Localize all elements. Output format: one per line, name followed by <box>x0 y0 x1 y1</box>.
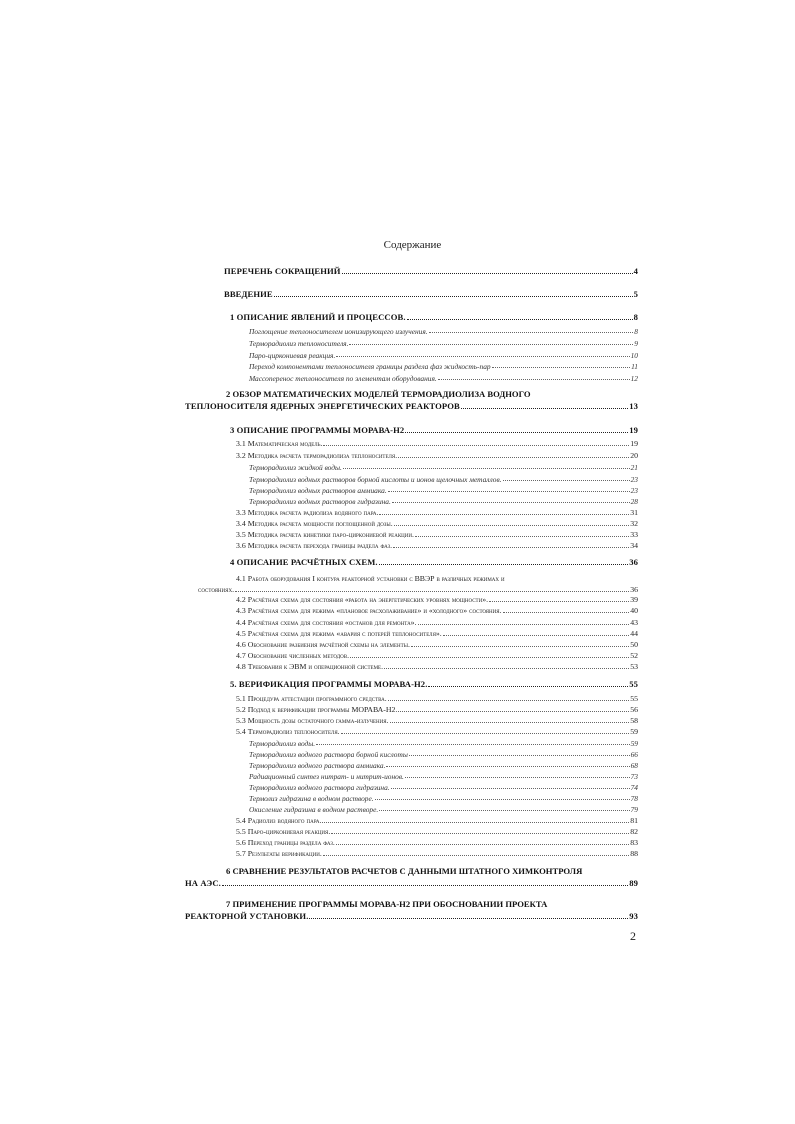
toc-entry[interactable] <box>185 402 638 411</box>
toc-entry-page: 34 <box>630 541 638 550</box>
toc-entry-text: 4.3 Расчётная схема для режима «плановое расхолаживание» и «холодного» состояния. <box>236 606 502 615</box>
toc-entry-text: ТЕПЛОНОСИТЕЛЯ ЯДЕРНЫХ ЭНЕРГЕТИЧЕСКИХ РЕАКТОРОВ <box>185 401 460 411</box>
toc-entry-text-line1[interactable]: 4.1 Работа оборудования I контура реакторной установки с ВВЭР в различных режимах и <box>236 574 505 583</box>
dot-leader <box>274 296 633 297</box>
toc-entry[interactable] <box>249 784 638 791</box>
toc-entry-page: 81 <box>630 816 638 825</box>
toc-entry-page: 89 <box>629 878 638 888</box>
toc-entry-text: 4.4 Расчётная схема для состояния «останов для ремонта». <box>236 618 417 627</box>
toc-entry[interactable] <box>230 680 638 689</box>
dot-leader <box>350 657 629 658</box>
dot-leader <box>222 885 628 886</box>
toc-entry[interactable] <box>236 695 638 703</box>
toc-entry-text: 4.7 Обоснование численных методов. <box>236 651 350 660</box>
toc-entry-page: 19 <box>629 425 638 435</box>
toc-entry-page: 39 <box>630 595 638 604</box>
toc-entry-page: 36 <box>629 557 638 567</box>
dot-leader <box>379 514 629 515</box>
toc-entry-page: 11 <box>631 362 638 371</box>
toc-entry-page: 66 <box>630 750 638 759</box>
toc-entry-page: 93 <box>629 911 638 921</box>
toc-entry[interactable] <box>249 363 638 370</box>
toc-entry-text: НА АЭС. <box>185 878 221 888</box>
toc-entry-text: Радиационный синтез нитрат- и нитрит-ионов. <box>249 772 404 781</box>
dot-leader <box>409 755 630 756</box>
toc-title: Содержание <box>383 239 442 251</box>
toc-entry-page: 58 <box>630 716 638 725</box>
toc-entry[interactable] <box>236 652 638 660</box>
toc-entry-text: ПЕРЕЧЕНЬ СОКРАЩЕНИЙ <box>224 266 341 276</box>
toc-entry[interactable] <box>236 717 638 725</box>
toc-entry-page: 56 <box>630 705 638 714</box>
toc-entry-page: 73 <box>630 772 638 781</box>
toc-entry[interactable] <box>230 313 638 322</box>
page-number: 2 <box>630 929 636 943</box>
dot-leader <box>443 635 629 636</box>
dot-leader <box>336 844 629 845</box>
toc-entry-page: 20 <box>630 451 638 460</box>
toc-entry[interactable] <box>198 586 638 594</box>
toc-entry-text: 5.2 Подход к верификации программы МОРАВА-Н2. <box>236 705 398 714</box>
dot-leader <box>235 591 629 592</box>
toc-entry-page: 8 <box>634 327 638 336</box>
dot-leader <box>411 646 629 647</box>
dot-leader <box>322 822 629 823</box>
toc-entry[interactable] <box>230 558 638 567</box>
toc-entry-text: Массоперенос теплоносителя по элементам оборудования. <box>249 374 437 383</box>
toc-entry-page: 36 <box>630 585 638 594</box>
toc-entry-text: Терморадиолиз водных растворов аммиака. <box>249 486 387 495</box>
dot-leader <box>331 833 629 834</box>
toc-entry[interactable] <box>236 596 638 604</box>
toc-entry-text: РЕАКТОРНОЙ УСТАНОВКИ. <box>185 911 309 921</box>
toc-entry[interactable] <box>236 520 638 528</box>
dot-leader <box>323 445 629 446</box>
toc-entry-text: 3.5 Методика расчета кинетики паро-циркониевой реакции. <box>236 530 414 539</box>
toc-entry-page: 40 <box>630 606 638 615</box>
toc-entry-page: 78 <box>630 794 638 803</box>
toc-entry-text: Терморадиолиз воды. <box>249 739 316 748</box>
toc-entry-page: 33 <box>630 530 638 539</box>
toc-entry[interactable] <box>249 487 638 494</box>
toc-entry-page: 88 <box>630 849 638 858</box>
dot-leader <box>492 367 631 368</box>
toc-entry-text-line1[interactable]: 2 ОБЗОР МАТЕМАТИЧЕСКИХ МОДЕЛЕЙ ТЕРМОРАДИОЛИЗА ВОДНОГО <box>226 389 531 399</box>
dot-leader <box>489 601 629 602</box>
toc-entry[interactable] <box>236 607 638 615</box>
toc-entry[interactable] <box>185 912 638 921</box>
dot-leader <box>393 547 629 548</box>
toc-entry-page: 31 <box>630 508 638 517</box>
toc-entry-page: 21 <box>630 463 638 472</box>
toc-entry[interactable] <box>236 817 638 825</box>
toc-entry-page: 32 <box>630 519 638 528</box>
toc-entry-text: состояниях. <box>198 585 235 594</box>
toc-entry[interactable] <box>236 531 638 539</box>
toc-entry-text: 4.2 Расчётная схема для состояния «работа на энергетических уровнях мощности». <box>236 595 489 604</box>
toc-entry-page: 8 <box>633 312 638 322</box>
dot-leader <box>388 491 630 492</box>
toc-entry[interactable] <box>236 440 638 448</box>
toc-entry[interactable] <box>236 641 638 649</box>
toc-entry[interactable] <box>249 464 638 471</box>
toc-entry-page: 79 <box>630 805 638 814</box>
toc-entry-text: Терморадиолиз водного раствора гидразина. <box>249 783 390 792</box>
toc-entry[interactable] <box>249 476 638 483</box>
toc-entry[interactable] <box>236 509 638 517</box>
toc-entry-text: 3.4 Методика расчета мощности поглощенной дозы. <box>236 519 393 528</box>
toc-entry-page: 53 <box>630 662 638 671</box>
dot-leader <box>323 855 629 856</box>
dot-leader <box>386 766 629 767</box>
toc-entry-page: 19 <box>630 439 638 448</box>
toc-entry-text: Переход компонентами теплоносителя границы раздела фаз жидкость-пар <box>249 362 491 371</box>
toc-entry-page: 55 <box>630 694 638 703</box>
dot-leader <box>391 788 630 789</box>
dot-leader <box>379 564 629 565</box>
toc-entry-text: Поглощение теплоносителем ионизирующего излучения. <box>249 327 428 336</box>
toc-entry-page: 68 <box>630 761 638 770</box>
toc-entry-text: 3.2 Методика расчета терморадиолиза теплоносителя. <box>236 451 398 460</box>
toc-entry[interactable] <box>236 839 638 847</box>
toc-entry-page: 43 <box>630 618 638 627</box>
toc-entry-page: 44 <box>630 629 638 638</box>
dot-leader <box>379 810 629 811</box>
toc-entry-text: 3.1 Математическая модель. <box>236 439 323 448</box>
toc-entry[interactable] <box>249 795 638 802</box>
dot-leader <box>398 457 629 458</box>
toc-entry-page: 74 <box>630 783 638 792</box>
toc-entry-text: Терморадиолиз водного раствора борной кислоты <box>249 750 408 759</box>
toc-entry-page: 23 <box>630 486 638 495</box>
toc-entry[interactable] <box>236 619 638 627</box>
dot-leader <box>384 668 629 669</box>
toc-entry[interactable] <box>230 426 638 435</box>
toc-entry-text: Окисление гидразина в водном растворе. <box>249 805 379 814</box>
toc-entry-page: 23 <box>630 475 638 484</box>
toc-entry-text: Терморадиолиз жидкой воды. <box>249 463 342 472</box>
toc-entry[interactable] <box>236 728 638 736</box>
toc-entry[interactable] <box>249 806 638 813</box>
dot-leader <box>309 918 628 919</box>
toc-entry-text: 3.6 Методика расчета перехода границы раздела фаз. <box>236 541 393 550</box>
toc-entry[interactable] <box>236 663 638 671</box>
dot-leader <box>375 799 630 800</box>
dot-leader <box>428 686 628 687</box>
toc-entry-text: ВВЕДЕНИЕ <box>224 289 273 299</box>
toc-entry-text: 5.4 Радиолиз водяного пара. <box>236 816 322 825</box>
toc-entry-text: 3 ОПИСАНИЕ ПРОГРАММЫ МОРАВА-Н2 <box>230 425 405 435</box>
toc-entry[interactable] <box>236 850 638 858</box>
toc-entry[interactable] <box>249 498 638 505</box>
toc-entry[interactable] <box>249 773 638 780</box>
dot-leader <box>405 777 630 778</box>
dot-leader <box>415 536 629 537</box>
toc-entry[interactable] <box>236 452 638 460</box>
toc-entry-text: 4.6 Обоснование разбиения расчётной схемы на элементы. <box>236 640 410 649</box>
toc-entry-text: Терморадиолиз водного раствора аммиака. <box>249 761 386 770</box>
toc-entry-page: 28 <box>630 497 638 506</box>
dot-leader <box>341 733 630 734</box>
toc-entry[interactable] <box>249 328 638 335</box>
dot-leader <box>418 624 630 625</box>
toc-entry-page: 12 <box>630 374 638 383</box>
dot-leader <box>407 319 633 320</box>
toc-entry-text: Терморадиолиз водных растворов гидразина. <box>249 497 391 506</box>
toc-entry-text-line1[interactable]: 7 ПРИМЕНЕНИЕ ПРОГРАММЫ МОРАВА-Н2 ПРИ ОБОСНОВАНИИ ПРОЕКТА <box>226 899 548 909</box>
toc-entry[interactable] <box>249 375 638 382</box>
toc-entry-page: 50 <box>630 640 638 649</box>
toc-entry-page: 5 <box>633 289 638 299</box>
toc-entry-page: 9 <box>634 339 638 348</box>
dot-leader <box>398 711 629 712</box>
toc-entry[interactable] <box>249 751 638 758</box>
toc-entry-page: 83 <box>630 838 638 847</box>
dot-leader <box>343 468 630 469</box>
dot-leader <box>405 432 628 433</box>
toc-entry[interactable] <box>249 340 638 347</box>
toc-entry-page: 59 <box>630 739 638 748</box>
toc-entry-text: 5. ВЕРИФИКАЦИЯ ПРОГРАММЫ МОРАВА-Н2. <box>230 679 428 689</box>
toc-entry[interactable] <box>185 879 638 888</box>
dot-leader <box>349 344 633 345</box>
toc-entry-page: 55 <box>629 679 638 689</box>
dot-leader <box>342 273 633 274</box>
toc-entry-text: 4.8 Требования к ЭВМ и операционной системе. <box>236 662 384 671</box>
toc-entry[interactable] <box>249 352 638 359</box>
dot-leader <box>461 408 628 409</box>
toc-entry[interactable] <box>236 828 638 836</box>
toc-entry[interactable] <box>224 267 638 276</box>
dot-leader <box>390 722 630 723</box>
toc-entry-text: Терморадиолиз теплоносителя. <box>249 339 349 348</box>
toc-entry-page: 52 <box>630 651 638 660</box>
toc-entry[interactable] <box>224 290 638 299</box>
toc-entry-page: 10 <box>630 351 638 360</box>
dot-leader <box>503 612 630 613</box>
dot-leader <box>394 525 629 526</box>
dot-leader <box>438 379 630 380</box>
toc-entry-text: 5.6 Переход границы раздела фаз. <box>236 838 335 847</box>
toc-entry[interactable] <box>236 542 638 550</box>
toc-entry-text: 3.3 Методика расчета радиолиза водяного пара. <box>236 508 379 517</box>
toc-entry[interactable] <box>249 762 638 769</box>
toc-entry-text: Паро-циркониевая реакция. <box>249 351 336 360</box>
toc-entry-text: 5.3 Мощность дозы остаточного гамма-излучения. <box>236 716 389 725</box>
toc-entry-text: Терморадиолиз водных растворов борной кислоты и ионов щелочных металлов. <box>249 475 502 484</box>
toc-entry-page: 13 <box>629 401 638 411</box>
toc-entry-text: 5.5 Паро-циркониевая реакция. <box>236 827 331 836</box>
toc-entry-text: 4 ОПИСАНИЕ РАСЧЁТНЫХ СХЕМ. <box>230 557 378 567</box>
toc-entry-text: 5.7 Результаты верификации. <box>236 849 322 858</box>
toc-entry-page: 82 <box>630 827 638 836</box>
toc-entry[interactable] <box>236 630 638 638</box>
toc-entry-text: 5.4 Терморадиолиз теплоносителя. <box>236 727 340 736</box>
toc-entry-text: 5.1 Процедура аттестации программного средства. <box>236 694 387 703</box>
toc-entry-text: Термолиз гидразина в водном растворе. <box>249 794 374 803</box>
dot-leader <box>503 480 630 481</box>
toc-entry-text-line1[interactable]: 6 СРАВНЕНИЕ РЕЗУЛЬТАТОВ РАСЧЕТОВ С ДАННЫМИ ШТАТНОГО ХИМКОНТРОЛЯ <box>226 866 583 876</box>
toc-entry[interactable] <box>236 706 638 714</box>
toc-entry[interactable] <box>249 740 638 747</box>
toc-entry-page: 59 <box>630 727 638 736</box>
dot-leader <box>388 700 629 701</box>
toc-entry-text: 4.5 Расчётная схема для режима «авария с потерей теплоносителя». <box>236 629 442 638</box>
dot-leader <box>429 332 634 333</box>
dot-leader <box>316 744 629 745</box>
dot-leader <box>392 502 630 503</box>
toc-entry-text: 1 ОПИСАНИЕ ЯВЛЕНИЙ И ПРОЦЕССОВ. <box>230 312 406 322</box>
dot-leader <box>336 356 629 357</box>
toc-entry-page: 4 <box>633 266 638 276</box>
